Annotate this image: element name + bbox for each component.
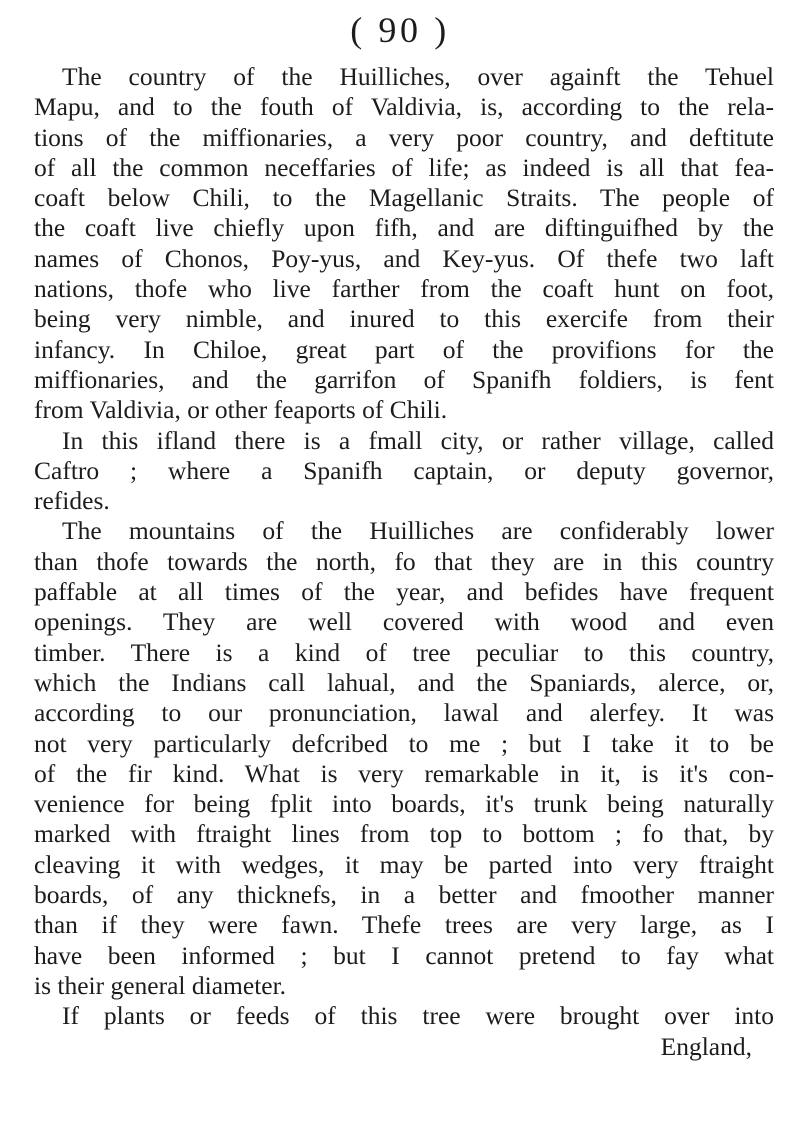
text-line: is their general diameter. (34, 970, 287, 1000)
text-line: The mountains of the Huilliches are confiderably lower (62, 516, 774, 546)
text-line: being very nimble, and inured to this exercife from their (34, 304, 774, 334)
text-line: than if they were fawn. Thefe trees are very large, as I (34, 910, 774, 940)
catchword: England, (660, 1031, 752, 1061)
text-line: from Valdivia, or other feaports of Chili. (34, 395, 448, 425)
text-line: tions of the miffionaries, a very poor country, and deftitute (34, 122, 774, 152)
text-line: of the fir kind. What is very remarkable in it, is it's con- (34, 758, 774, 788)
text-line: infancy. In Chiloe, great part of the provifions for the (34, 334, 774, 364)
text-line: If plants or feeds of this tree were brought over into (62, 1001, 774, 1031)
text-line: Mapu, and to the fouth of Valdivia, is, according to the rela- (34, 92, 774, 122)
text-line: names of Chonos, Poy-yus, and Key-yus. Of thefe two laft (34, 243, 774, 273)
text-line: marked with ftraight lines from top to bottom ; fo that, by (34, 819, 774, 849)
text-line: cleaving it with wedges, it may be parted into very ftraight (34, 849, 774, 879)
page-number: ( 90 ) (350, 10, 450, 50)
text-line: than thofe towards the north, fo that they are in this country (34, 546, 774, 576)
text-line: paffable at all times of the year, and befides have frequent (34, 577, 774, 607)
text-line: have been informed ; but I cannot pretend to fay what (34, 940, 774, 970)
text-line: the coaft live chiefly upon fifh, and are diftinguifhed by the (34, 213, 774, 243)
text-line: miffionaries, and the garrifon of Spanifh foldiers, is fent (34, 364, 774, 394)
text-line: The country of the Huilliches, over againft the Tehuel (62, 62, 774, 91)
text-line: openings. They are well covered with wood and even (34, 607, 774, 637)
text-line: In this ifland there is a fmall city, or rather village, called (62, 425, 774, 455)
text-line: timber. There is a kind of tree peculiar to this country, (34, 637, 774, 667)
text-line: of all the common neceffaries of life; as indeed is all that fea- (34, 152, 774, 182)
text-line: according to our pronunciation, lawal and alerfey. It was (34, 698, 774, 728)
text-line: refides. (34, 486, 110, 516)
body-text (34, 62, 774, 1062)
text-line: boards, of any thicknefs, in a better and fmoother manner (34, 880, 774, 910)
text-line: venience for being fplit into boards, it's trunk being naturally (34, 789, 774, 819)
text-line: Caftro ; where a Spanifh captain, or deputy governor, (34, 455, 774, 485)
text-line: not very particularly defcribed to me ; but I take it to be (34, 728, 774, 758)
text-line: which the Indians call lahual, and the Spaniards, alerce, or, (34, 667, 774, 697)
text-line: coaft below Chili, to the Magellanic Straits. The people of (34, 183, 774, 213)
text-line: nations, thofe who live farther from the coaft hunt on foot, (34, 274, 774, 304)
